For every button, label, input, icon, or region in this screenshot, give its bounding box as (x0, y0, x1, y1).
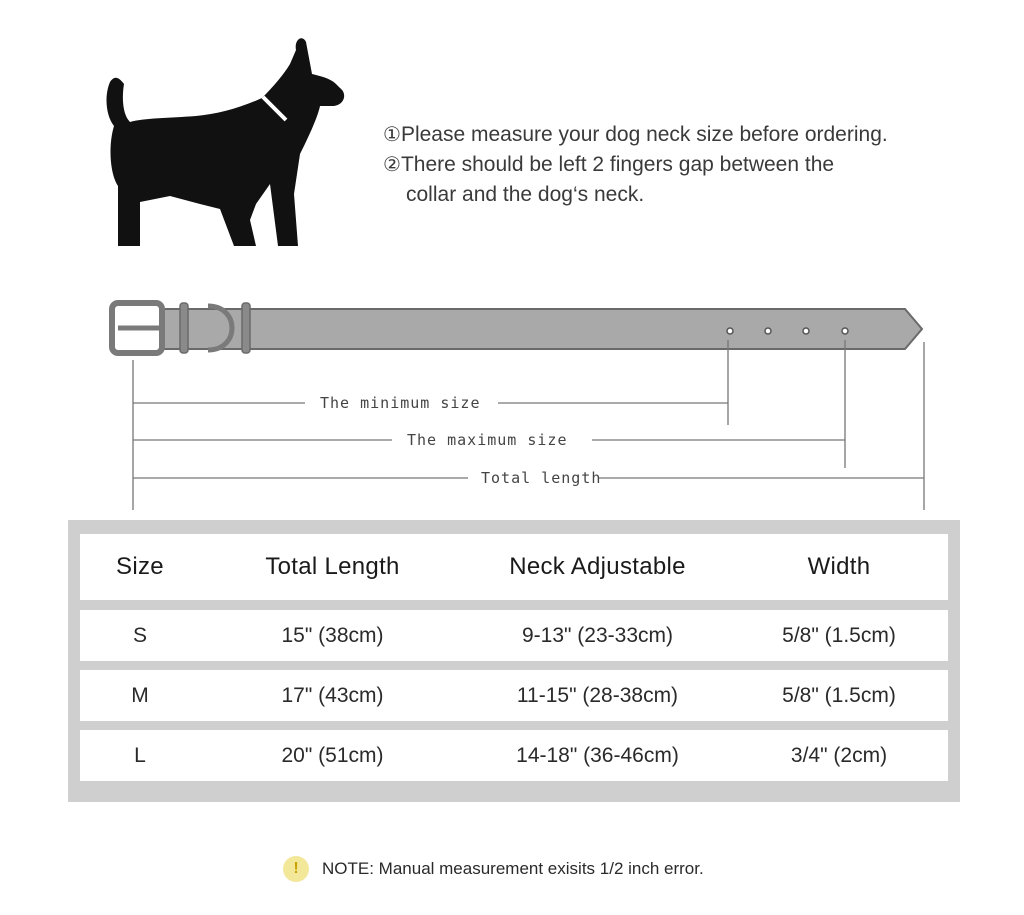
size-cell: L (134, 743, 146, 767)
size-cell: M (131, 683, 149, 707)
dog-silhouette-icon (100, 34, 350, 260)
width-cell: 5/8" (1.5cm) (782, 623, 896, 647)
instruction-2 (383, 150, 888, 180)
instruction-2-text-line1: There should be left 2 fingers gap between the (400, 153, 835, 176)
table-header-row (80, 534, 948, 600)
adjustment-hole (803, 328, 809, 334)
maximum-size-label: The maximum size (407, 431, 568, 449)
keeper-loop (242, 303, 250, 353)
note-text: NOTE: Manual measurement exisits 1/2 inch error. (322, 859, 704, 878)
header-neck-adjustable: Neck Adjustable (509, 553, 686, 580)
total-length-label: Total length (481, 469, 602, 487)
collar-diagram (0, 290, 1024, 520)
instruction-1-text: Please measure your dog neck size before ordering. (400, 123, 888, 146)
header-width: Width (807, 553, 871, 580)
keeper-loop (180, 303, 188, 353)
table-row (80, 670, 948, 721)
total-length-cell: 17" (43cm) (281, 683, 384, 707)
width-cell: 3/4" (2cm) (790, 743, 888, 767)
adjustment-hole (727, 328, 733, 334)
note (283, 856, 704, 882)
warning-icon: ! (283, 856, 309, 882)
size-table (68, 520, 960, 802)
header-total-length: Total Length (265, 553, 400, 580)
neck-adjustable-cell: 14-18" (36-46cm) (516, 743, 679, 767)
circled-number-2: ② (383, 154, 401, 176)
width-cell: 5/8" (1.5cm) (782, 683, 896, 707)
instruction-1 (383, 120, 888, 150)
neck-adjustable-cell: 11-15" (28-38cm) (516, 683, 679, 707)
total-length-cell: 20" (51cm) (281, 743, 384, 767)
table-row (80, 730, 948, 781)
instruction-2-text-line2: collar and the dog‘s neck. (406, 183, 645, 206)
header-size: Size (116, 553, 164, 580)
instructions (383, 120, 888, 209)
neck-adjustable-cell: 9-13" (23-33cm) (521, 623, 673, 647)
size-cell: S (132, 623, 147, 647)
adjustment-hole (842, 328, 848, 334)
adjustment-hole (765, 328, 771, 334)
total-length-cell: 15" (38cm) (281, 623, 384, 647)
minimum-size-label: The minimum size (320, 394, 481, 412)
table-row (80, 610, 948, 661)
circled-number-1: ① (383, 124, 401, 146)
instruction-2-continued (383, 180, 888, 209)
